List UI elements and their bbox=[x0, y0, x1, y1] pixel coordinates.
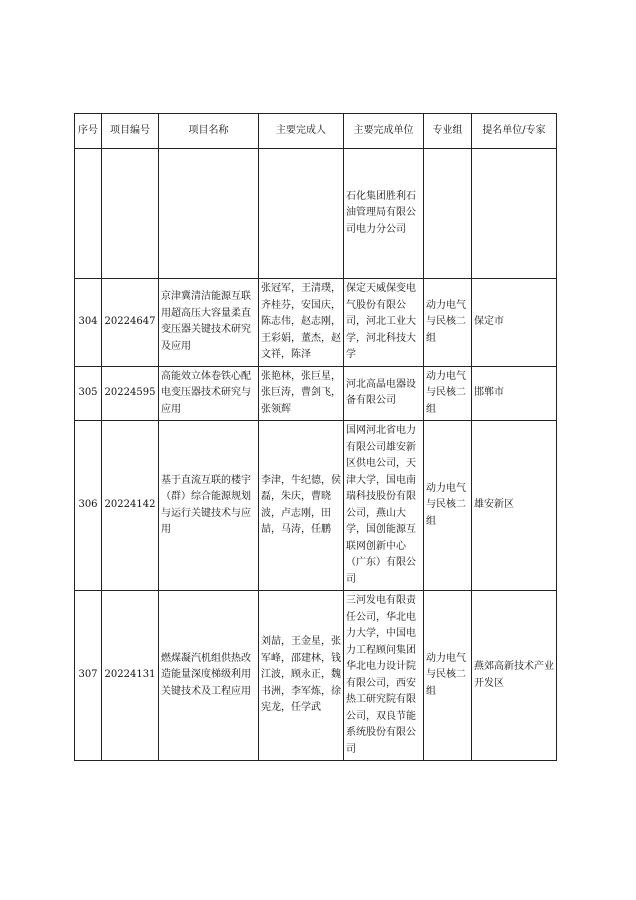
cell-nominator: 雄安新区 bbox=[472, 421, 557, 591]
cell-name bbox=[159, 149, 259, 279]
cell-name: 京津冀清洁能源互联用超高压大容量柔直变压器关键技术研究及应用 bbox=[159, 279, 259, 367]
table-row bbox=[75, 366, 557, 421]
header-nominator: 提名单位/专家 bbox=[472, 114, 557, 149]
table-row bbox=[75, 149, 557, 279]
cell-code bbox=[102, 149, 159, 279]
cell-units: 三河发电有限责任公司，华北电力大学，中国电力工程顾问集团华北电力设计院有限公司，西安热工研究院有限公司，双良节能系统股份有限公司 bbox=[344, 591, 424, 761]
cell-people: 李津，牛纪德，侯磊，朱庆，曹晓波，卢志刚，田喆，马涛，任鹏 bbox=[259, 421, 344, 591]
cell-nominator: 邯郸市 bbox=[472, 366, 557, 421]
cell-seq: 305 bbox=[75, 366, 102, 421]
cell-group: 动力电气与民核二组 bbox=[424, 591, 472, 761]
table-row bbox=[75, 279, 557, 367]
cell-people: 张冠军，王清璞，齐桂芬，安国庆，陈志伟，赵志刚，王彩娟，董杰，赵文祥，陈泽 bbox=[259, 279, 344, 367]
cell-code: 20224131 bbox=[102, 591, 159, 761]
cell-seq bbox=[75, 149, 102, 279]
table-row bbox=[75, 591, 557, 761]
awards-table bbox=[74, 113, 557, 761]
cell-seq: 306 bbox=[75, 421, 102, 591]
cell-group: 动力电气与民核二组 bbox=[424, 279, 472, 367]
cell-name: 基于直流互联的楼宇（群）综合能源规划与运行关键技术与应用 bbox=[159, 421, 259, 591]
cell-group: 动力电气与民核二组 bbox=[424, 366, 472, 421]
cell-units: 石化集团胜利石油管理局有限公司电力分公司 bbox=[344, 149, 424, 279]
cell-people: 张艳林，张巨星，张巨涛，曹剑飞，张领辉 bbox=[259, 366, 344, 421]
header-people: 主要完成人 bbox=[259, 114, 344, 149]
cell-seq: 304 bbox=[75, 279, 102, 367]
cell-code: 20224647 bbox=[102, 279, 159, 367]
cell-units: 国网河北省电力有限公司雄安新区供电公司，天津大学，国电南瑞科技股份有限公司，燕山大学，国创能源互联网创新中心（广东）有限公司 bbox=[344, 421, 424, 591]
cell-name: 燃煤凝汽机组供热改造能量深度梯级利用关键技术及工程应用 bbox=[159, 591, 259, 761]
cell-group: 动力电气与民核二组 bbox=[424, 421, 472, 591]
header-code: 项目编号 bbox=[102, 114, 159, 149]
header-row bbox=[75, 114, 557, 149]
cell-nominator bbox=[472, 149, 557, 279]
cell-nominator: 燕郊高新技术产业开发区 bbox=[472, 591, 557, 761]
header-group: 专业组 bbox=[424, 114, 472, 149]
header-seq: 序号 bbox=[75, 114, 102, 149]
cell-units: 保定天威保变电气股份有限公司，河北工业大学，河北科技大学 bbox=[344, 279, 424, 367]
cell-group bbox=[424, 149, 472, 279]
header-units: 主要完成单位 bbox=[344, 114, 424, 149]
cell-nominator: 保定市 bbox=[472, 279, 557, 367]
cell-seq: 307 bbox=[75, 591, 102, 761]
table-row bbox=[75, 421, 557, 591]
cell-code: 20224142 bbox=[102, 421, 159, 591]
cell-people: 刘喆，王金星，张军峰，邵建林，钱江波，顾永正，魏书洲，李军炼，徐宪龙，任学武 bbox=[259, 591, 344, 761]
cell-name: 高能效立体卷铁心配电变压器技术研究与应用 bbox=[159, 366, 259, 421]
cell-code: 20224595 bbox=[102, 366, 159, 421]
header-name: 项目名称 bbox=[159, 114, 259, 149]
cell-units: 河北高晶电器设备有限公司 bbox=[344, 366, 424, 421]
cell-people bbox=[259, 149, 344, 279]
